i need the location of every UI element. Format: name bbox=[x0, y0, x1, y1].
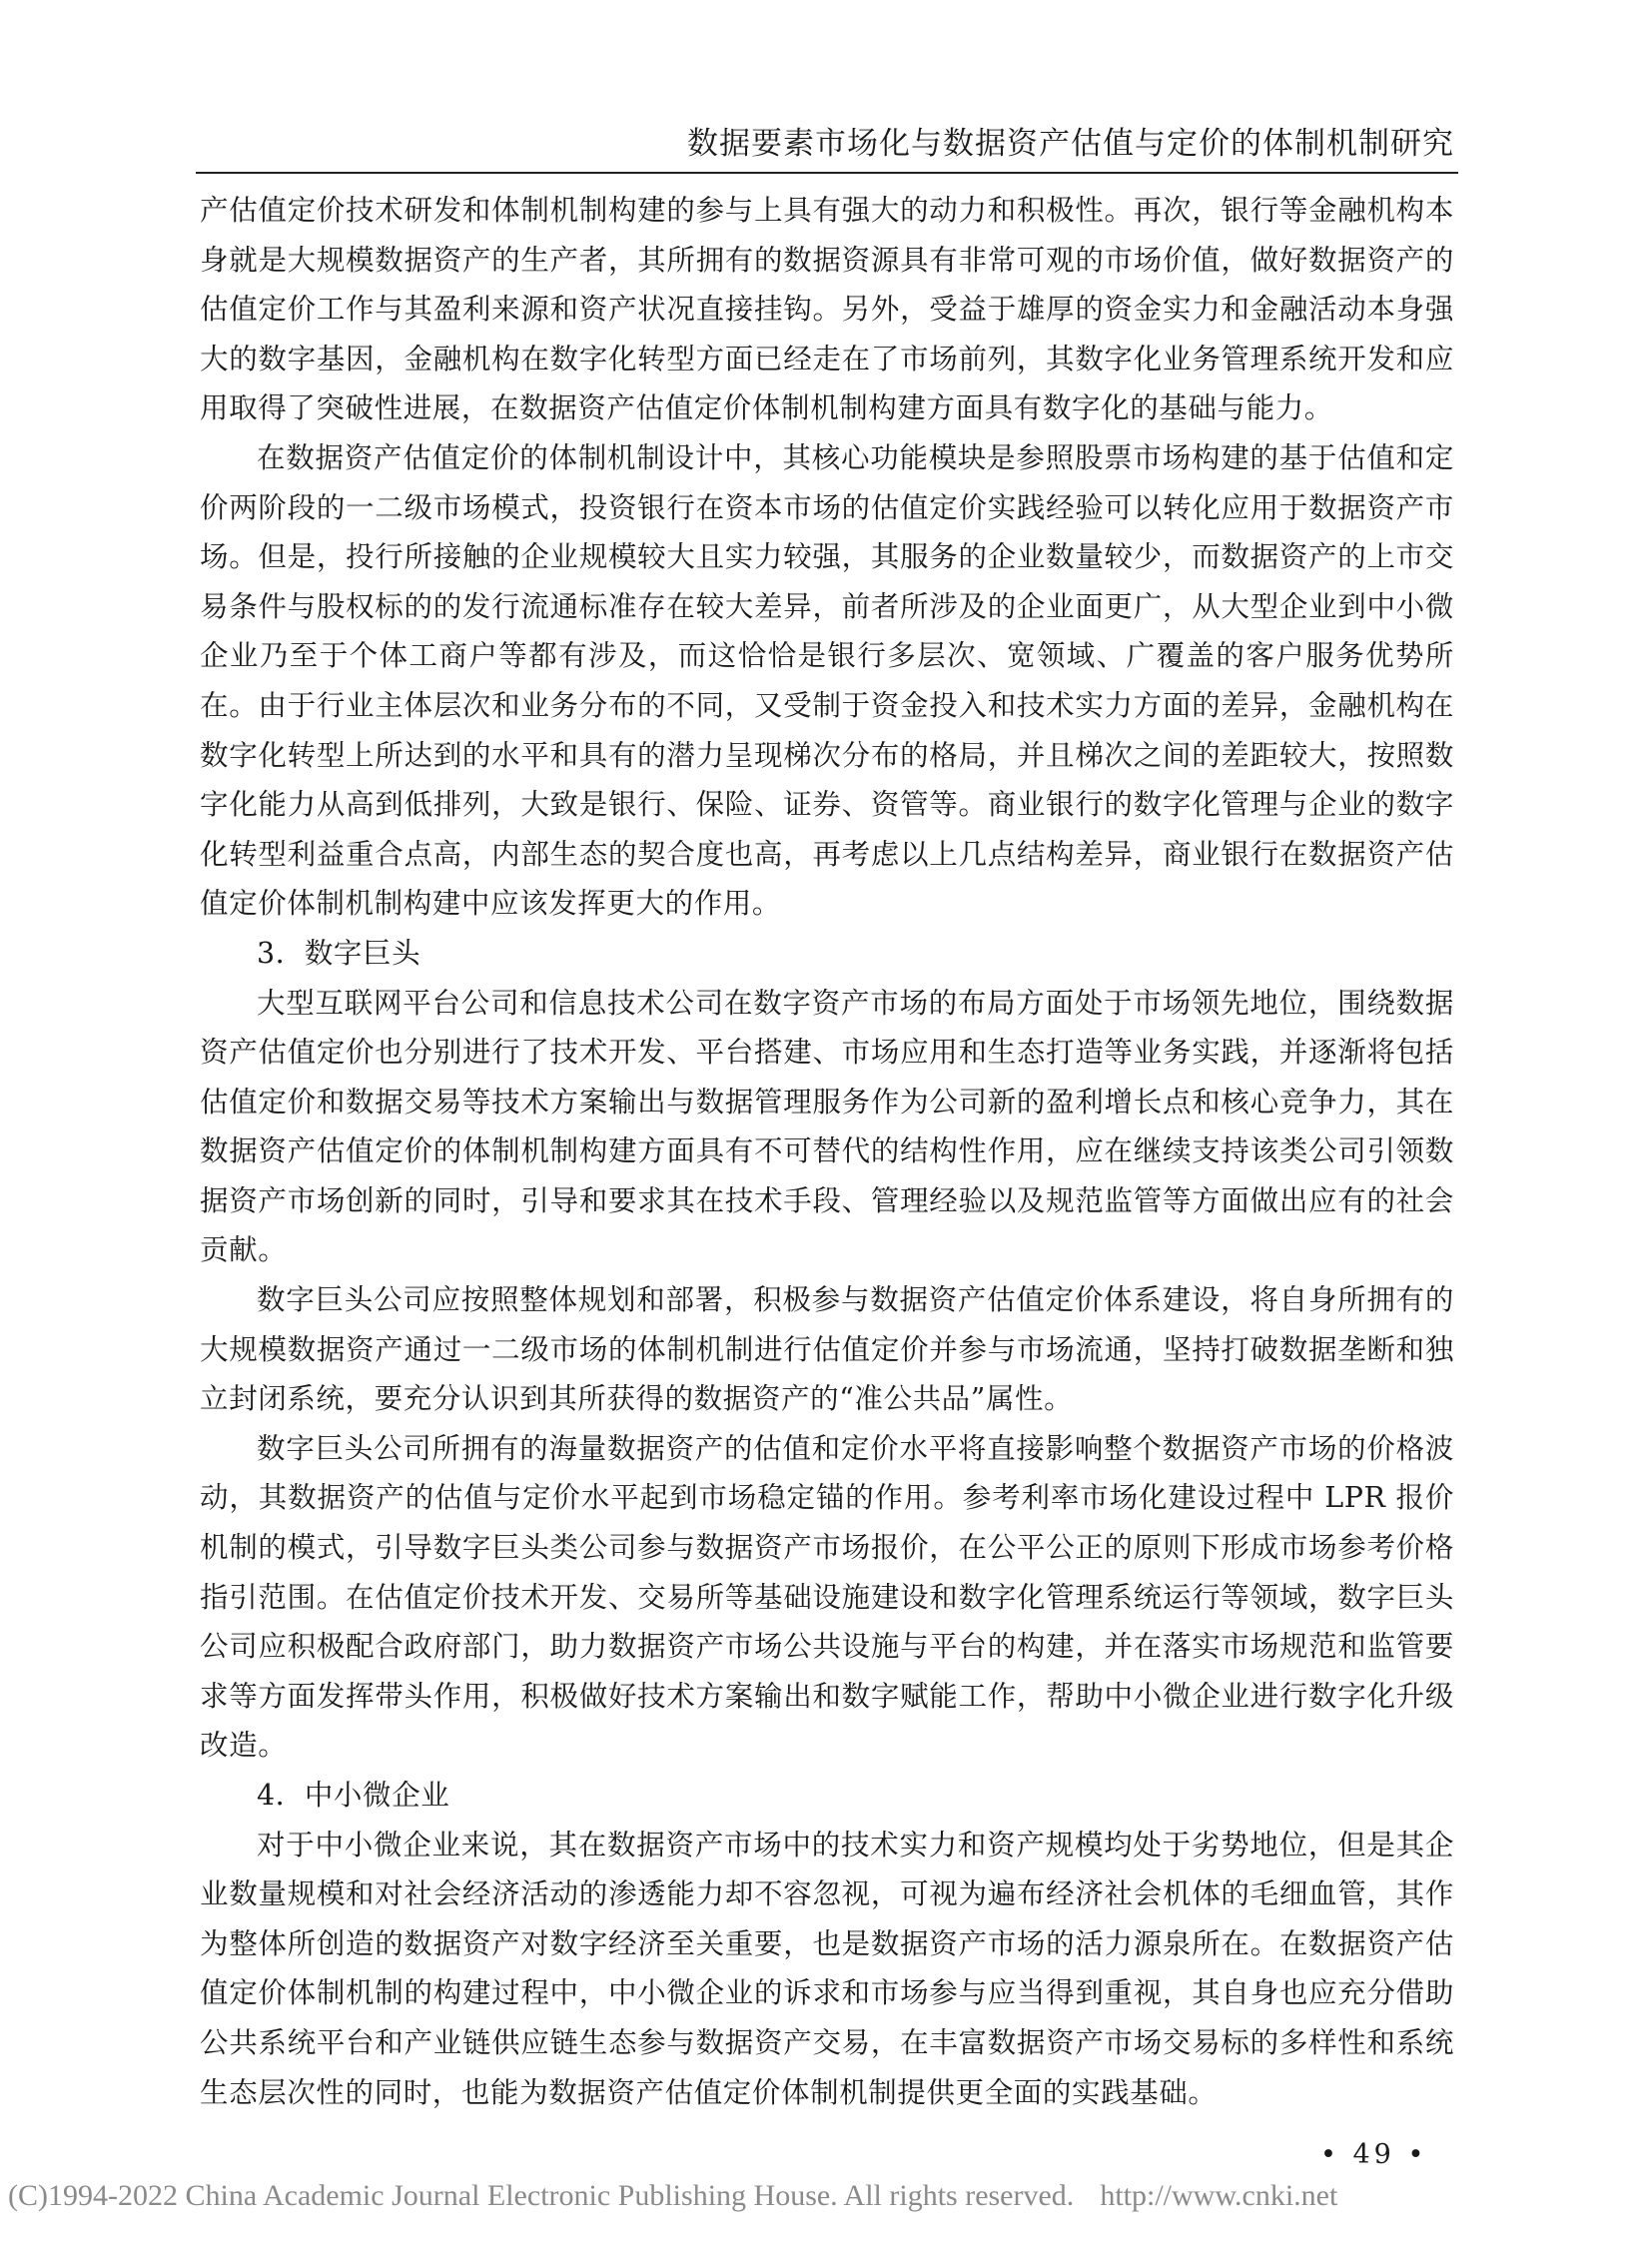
copyright-notice bbox=[8, 2179, 1337, 2213]
header-divider bbox=[196, 172, 1458, 174]
article-body bbox=[200, 186, 1454, 2117]
running-header: 数据要素市场化与数据资产估值与定价的体制机制研究 bbox=[687, 126, 1454, 162]
cnki-url: http://www.cnki.net bbox=[1100, 2179, 1338, 2212]
paragraph: 数字巨头公司应按照整体规划和部署，积极参与数据资产估值定价体系建设，将自身所拥有的大规模数据资产通过一二级市场的体制机制进行估值定价并参与市场流通，坚持打破数据垄断和独立封闭系统，要充分认识到其所获得的数据资产的“准公共品”属性。 bbox=[200, 1283, 1454, 1416]
section-heading-smes: 4．中小微企业 bbox=[257, 1779, 450, 1812]
paragraph: 大型互联网平台公司和信息技术公司在数字资产市场的布局方面处于市场领先地位，围绕数据资产估值定价也分别进行了技术开发、平台搭建、市场应用和生态打造等业务实践，并逐渐将包括估值定价和数据交易等技术方案输出与数据管理服务作为公司新的盈利增长点和核心竞争力，其在数据资产估值定价的体制机制构建方面具有不可替代的结构性作用，应在继续支持该类公司引领数据资产市场创新的同时，引导和要求其在技术手段、管理经验以及规范监管等方面做出应有的社会贡献。 bbox=[200, 986, 1454, 1267]
paragraph: 数字巨头公司所拥有的海量数据资产的估值和定价水平将直接影响整个数据资产市场的价格波动，其数据资产的估值与定价水平起到市场稳定锚的作用。参考利率市场化建设过程中 LPR 报价机制的模式，引导数字巨头类公司参与数据资产市场报价，在公平公正的原则下形成市场参考价格指引范围。在估值定价技术开发、交易所等基础设施建设和数字化管理系统运行等领域，数字巨头公司应积极配合政府部门，助力数据资产市场公共设施与平台的构建，并在落实市场规范和监管要求等方面发挥带头作用，积极做好技术方案输出和数字赋能工作，帮助中小微企业进行数字化升级改造。 bbox=[200, 1431, 1454, 1763]
paragraph: 在数据资产估值定价的体制机制设计中，其核心功能模块是参照股票市场构建的基于估值和定价两阶段的一二级市场模式，投资银行在资本市场的估值定价实践经验可以转化应用于数据资产市场。但是，投行所接触的企业规模较大且实力较强，其服务的企业数量较少，而数据资产的上市交易条件与股权标的的发行流通标准存在较大差异，前者所涉及的企业面更广，从大型企业到中小微企业乃至于个体工商户等都有涉及，而这恰恰是银行多层次、宽领域、广覆盖的客户服务优势所在。由于行业主体层次和业务分布的不同，又受制于资金投入和技术实力方面的差异，金融机构在数字化转型上所达到的水平和具有的潜力呈现梯次分布的格局，并且梯次之间的差距较大，按照数字化能力从高到低排列，大致是银行、保险、证券、资管等。商业银行的数字化管理与企业的数字化转型利益重合点高，内部生态的契合度也高，再考虑以上几点结构差异，商业银行在数据资产估值定价体制机制构建中应该发挥更大的作用。 bbox=[200, 440, 1454, 921]
page-number: • 49 • bbox=[1320, 2139, 1428, 2170]
paragraph-continued: 产估值定价技术研发和体制机制构建的参与上具有强大的动力和积极性。再次，银行等金融机构本身就是大规模数据资产的生产者，其所拥有的数据资源具有非常可观的市场价值，做好数据资产的估值定价工作与其盈利来源和资产状况直接挂钩。另外，受益于雄厚的资金实力和金融活动本身强大的数字基因，金融机构在数字化转型方面已经走在了市场前列，其数字化业务管理系统开发和应用取得了突破性进展，在数据资产估值定价体制机制构建方面具有数字化的基础与能力。 bbox=[200, 194, 1454, 425]
copyright-text: (C)1994-2022 China Academic Journal Electronic Publishing House. All rights reserved. bbox=[8, 2179, 1075, 2212]
section-heading-digital-giants: 3．数字巨头 bbox=[257, 936, 421, 970]
paragraph: 对于中小微企业来说，其在数据资产市场中的技术实力和资产规模均处于劣势地位，但是其企业数量规模和对社会经济活动的渗透能力却不容忽视，可视为遍布经济社会机体的毛细血管，其作为整体所创造的数据资产对数字经济至关重要，也是数据资产市场的活力源泉所在。在数据资产估值定价体制机制的构建过程中，中小微企业的诉求和市场参与应当得到重视，其自身也应充分借助公共系统平台和产业链供应链生态参与数据资产交易，在丰富数据资产市场交易标的多样性和系统生态层次性的同时，也能为数据资产估值定价体制机制提供更全面的实践基础。 bbox=[200, 1828, 1454, 2109]
